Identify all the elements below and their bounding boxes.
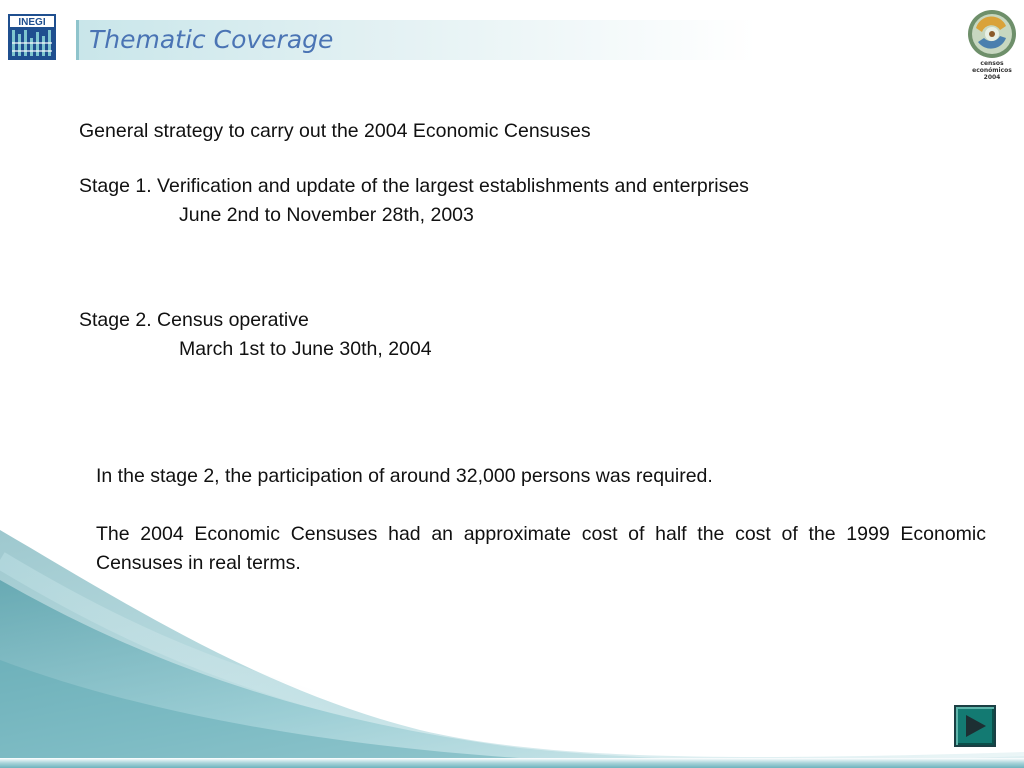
censos-logo-word: económicos: [972, 67, 1012, 74]
bottom-border: [0, 758, 1024, 768]
censos-emblem-icon: [962, 8, 1022, 60]
stage1-title: Stage 1. Verification and update of the largest establishments and enterprises: [79, 175, 749, 197]
stage2-title: Stage 2. Census operative: [79, 309, 309, 331]
stage2-block: [79, 306, 432, 364]
censos-logo-year: 2004: [983, 74, 1001, 81]
participation-note: In the stage 2, the participation of around 32,000 persons was required.: [96, 465, 713, 487]
stage1-block: [79, 172, 749, 230]
next-slide-button[interactable]: [954, 705, 996, 747]
censos-economicos-logo: [962, 8, 1022, 84]
censos-logo-caption: [962, 60, 1022, 81]
censos-logo-word: censos: [980, 60, 1004, 67]
inegi-logo: [8, 14, 56, 60]
stage2-dates: March 1st to June 30th, 2004: [179, 338, 432, 360]
stage1-dates: June 2nd to November 28th, 2003: [179, 204, 474, 226]
cost-note: The 2004 Economic Censuses had an approximate cost of half the cost of the 1999 Economic Censuses in real terms.: [96, 523, 986, 574]
title-bar: [76, 20, 756, 60]
strategy-heading: General strategy to carry out the 2004 Economic Censuses: [79, 120, 591, 142]
inegi-logo-text: INEGI: [18, 17, 46, 28]
slide-title: Thematic Coverage: [89, 25, 334, 54]
play-triangle-icon: [964, 714, 988, 738]
